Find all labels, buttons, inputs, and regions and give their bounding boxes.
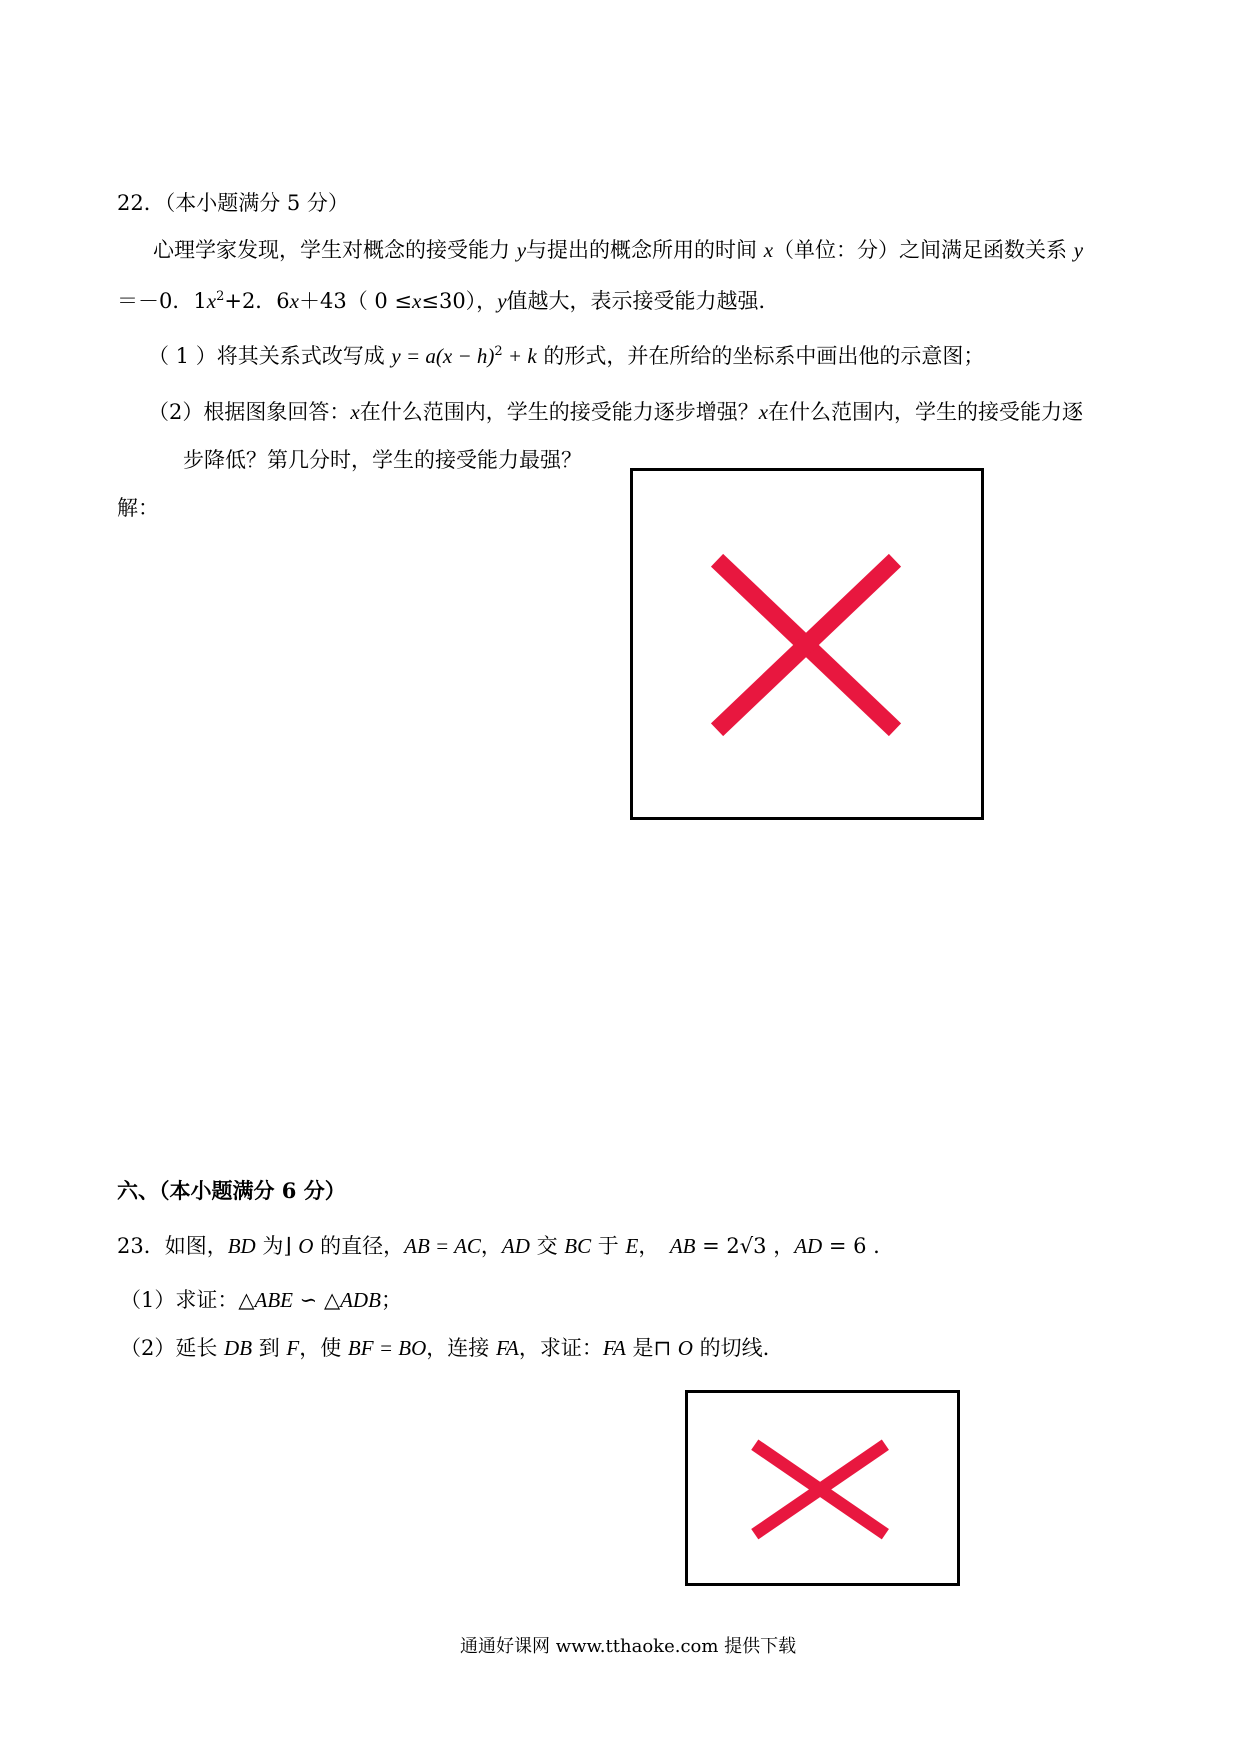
section-6-header: 六、（本小题满分 6 分） [117,1178,346,1203]
broken-image-x-icon [633,471,981,817]
q22-part-2-line-2: 步降低？第几分时，学生的接受能力最强？ [183,448,582,472]
q23-part-2: （2）延长 DB 到 F，使 BF = BO，连接 FA，求证：FA 是⊓ O 的切线. [120,1336,770,1360]
q22-part-2-line-1: （2）根据图象回答：x在什么范围内，学生的接受能力逐步增强？x在什么范围内，学生的接受能力逐 [148,400,1084,424]
q22-graph-image-placeholder [630,468,984,820]
q23-part-1: （1）求证：△ABE ∽ △ADB； [120,1288,402,1312]
broken-image-x-icon [688,1393,957,1583]
q22-intro-line-2: ＝－0．$1x^2+2$．6x＋43（ 0 ≤x≤30），y值越大，表示接受能力越强． [117,289,780,313]
q22-part-1: （ 1 ）将其关系式改写成 $y = a(x - h)^2 + k$ 的形式，并在所给的坐标系中画出他的示意图； [148,344,985,368]
page-footer: 通通好课网 www.tthaoke.com 提供下载 [460,1636,797,1657]
q23-stem: 23．如图，BD 为⌋ O 的直径，AB = AC，AD 交 BC 于 E， AB = 2√3 ，AD = 6 . [117,1234,880,1258]
q22-header: 22．（本小题满分 5 分） [117,191,349,215]
q22-answer-label: 解： [117,496,159,520]
q23-figure-image-placeholder [685,1390,960,1586]
q22-intro-line-1: 心理学家发现，学生对概念的接受能力 y与提出的概念所用的时间 x（单位：分）之间满足函数关系 y [153,238,1084,262]
